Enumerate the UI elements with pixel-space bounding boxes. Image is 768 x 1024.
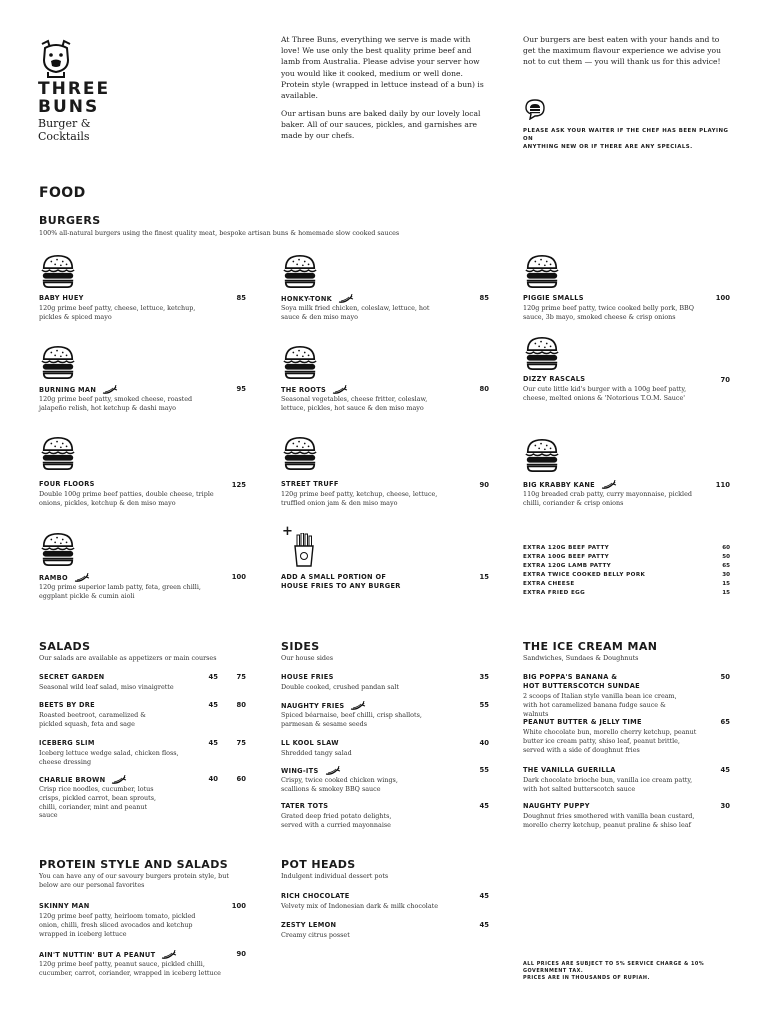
menu-item-price: 100	[231, 902, 246, 910]
menu-item-desc: Soya milk fried chicken, coleslaw, lettuce, hot sauce & den miso mayo	[281, 304, 430, 321]
menu-item-desc: 110g breaded crab patty, curry mayonnaise, pickled chilli, coriander & crisp onions	[523, 490, 692, 507]
menu-item-desc: 120g prime superior lamb patty, feta, green chilli, eggplant pickle & cumin aioli	[39, 583, 201, 600]
menu-item-price-small: 45	[208, 739, 218, 747]
burger-icon	[39, 252, 77, 290]
intro-paragraph-2: Our artisan buns are baked daily by our lovely local baker. All of our sauces, pickles, and garnishes are made by our chefs.	[281, 109, 481, 141]
menu-item-name: WING-ITS	[281, 766, 341, 776]
menu-item-price-small: 40	[208, 775, 218, 783]
menu-item-price: 55	[479, 766, 489, 774]
extra-item: EXTRA TWICE COOKED BELLY PORK 30	[523, 572, 730, 578]
menu-item-name: ZESTY LEMON	[281, 921, 337, 929]
menu-item-price: 100	[715, 294, 730, 302]
intro-paragraph-1: At Three Buns, everything we serve is made with love! We use only the best quality prime beef and lamb from Australia. Please advise your server how you would like it cooked, medium or well done. Protein style (wrapped in lettuce instead of a bun) is available.	[281, 35, 484, 101]
menu-item-desc: Seasonal vegetables, cheese fritter, coleslaw, lettuce, pickles, hot sauce & den miso mayo	[281, 395, 428, 412]
chili-spicy-icon	[74, 573, 90, 583]
menu-item-name: FOUR FLOORS	[39, 480, 95, 488]
burger-icon	[39, 530, 77, 568]
chili-spicy-icon	[111, 775, 127, 785]
menu-item-desc: Dark chocolate brioche bun, vanilla ice cream patty, with hot salted butterscotch sauce	[523, 776, 693, 793]
menu-item-desc: Seasonal wild leaf salad, miso vinaigrette	[39, 683, 174, 691]
menu-item-price: 95	[236, 385, 246, 393]
intro-paragraph-3: Our burgers are best eaten with your hands and to get the maximum flavour experience we advise you not to cut them — you will thank us for this advice!	[523, 35, 722, 67]
menu-item-name: STREET TRUFF	[281, 480, 339, 488]
menu-item-desc: 120g prime beef patty, ketchup, cheese, lettuce, truffled onion jam & den miso mayo	[281, 490, 438, 507]
menu-item-name: THE ROOTS	[281, 385, 348, 395]
menu-item-price: 45	[479, 892, 489, 900]
plus-sign: +	[282, 524, 294, 539]
chili-spicy-icon	[601, 480, 617, 490]
menu-item-name: SKINNY MAN	[39, 902, 90, 910]
burgers-subtitle: 100% all-natural burgers using the finest quality meat, bespoke artisan buns & homemade slow cooked sauces	[39, 229, 400, 237]
menu-item-name: HOUSE FRIES	[281, 673, 334, 681]
chili-spicy-icon	[338, 294, 354, 304]
menu-item-desc: 120g prime beef patty, heirloom tomato, pickled onion, chilli, fresh sliced avocados and ketchup wrapped in iceberg lettuce	[39, 912, 196, 938]
menu-item-name: TATER TOTS	[281, 802, 329, 810]
price-footnote: ALL PRICES ARE SUBJECT TO 5% SERVICE CHARGE & 10% GOVERNMENT TAX. PRICES ARE IN THOUSANDS OF RUPIAH.	[523, 961, 705, 981]
burger-icon	[39, 434, 77, 472]
menu-item-name: CHARLIE BROWN	[39, 775, 127, 785]
menu-item-desc: Doughnut fries smothered with vanilla bean custard, morello cherry ketchup, peanut praline & shiso leaf	[523, 812, 695, 829]
menu-item-desc: Roasted beetroot, caramelized & pickled squash, feta and sage	[39, 711, 146, 728]
extra-item: EXTRA FRIED EGG 15	[523, 590, 730, 596]
menu-item-name: BABY HUEY	[39, 294, 84, 302]
fries-icon	[293, 533, 315, 567]
menu-item-price: 110	[715, 481, 730, 489]
menu-item-desc: Crisp rice noodles, cucumber, lotus crisps, pickled carrot, bean sprouts, chilli, coriander, mint and peanut sauce	[39, 785, 157, 820]
menu-item-desc: 120g prime beef patty, twice cooked belly pork, BBQ sauce, 3b mayo, smoked cheese & crisp onions	[523, 304, 694, 321]
menu-item-name: AIN'T NUTTIN' BUT A PEANUT	[39, 950, 177, 960]
menu-item-price: 70	[720, 376, 730, 384]
burger-icon	[281, 343, 319, 381]
menu-item-desc: Double 100g prime beef patties, double cheese, triple onions, pickles, ketchup & den miso mayo	[39, 490, 214, 507]
burger-icon	[523, 334, 561, 372]
menu-item-name: NAUGHTY FRIES	[281, 701, 366, 711]
chili-spicy-icon	[325, 766, 341, 776]
menu-item-price-small: 45	[208, 673, 218, 681]
add-fries-label: ADD A SMALL PORTION OF HOUSE FRIES TO ANY BURGER	[281, 573, 401, 590]
burger-icon	[523, 436, 561, 474]
extra-item: EXTRA 120G LAMB PATTY 65	[523, 563, 730, 569]
menu-item-price-large: 60	[236, 775, 246, 783]
protein-heading: PROTEIN STYLE AND SALADS	[39, 858, 229, 871]
menu-item-name: SECRET GARDEN	[39, 673, 105, 681]
menu-item-price-small: 45	[208, 701, 218, 709]
salads-heading: SALADS	[39, 640, 91, 653]
menu-item-name: PIGGIE SMALLS	[523, 294, 584, 302]
extra-item: EXTRA CHEESE 15	[523, 581, 730, 587]
add-fries-price: 15	[479, 573, 489, 581]
menu-item-name: BIG KRABBY KANE	[523, 480, 617, 490]
menu-item-price: 40	[479, 739, 489, 747]
menu-item-name: PEANUT BUTTER & JELLY TIME	[523, 718, 642, 726]
menu-item-price: 125	[231, 481, 246, 489]
menu-item-price: 100	[231, 573, 246, 581]
menu-item-desc: 120g prime beef patty, peanut sauce, pickled chilli, cucumber, carrot, coriander, wrapped in iceberg lettuce	[39, 960, 221, 977]
brand-name-line1: THREE	[38, 79, 111, 99]
potheads-heading: POT HEADS	[281, 858, 356, 871]
burger-icon	[523, 252, 561, 290]
extras-list	[523, 545, 730, 605]
chili-spicy-icon	[350, 701, 366, 711]
menu-item-price-large: 75	[236, 739, 246, 747]
burger-icon	[39, 343, 77, 381]
bulldog-logo-icon	[38, 38, 74, 78]
menu-item-desc: 2 scoops of Italian style vanilla bean ice cream, with hot caramelized banana fudge sauce & walnuts	[523, 692, 677, 718]
sides-subtitle: Our house sides	[281, 654, 334, 662]
menu-item-price: 85	[236, 294, 246, 302]
menu-item-desc: Double cooked, crushed pandan salt	[281, 683, 399, 691]
protein-subtitle: You can have any of our savoury burgers protein style, but below are our personal favorites	[39, 872, 229, 889]
brand-name-line2: BUNS	[38, 97, 100, 117]
food-heading: FOOD	[39, 185, 86, 201]
menu-item-price: 35	[479, 673, 489, 681]
menu-item-name: NAUGHTY PUPPY	[523, 802, 590, 810]
menu-item-desc: Our cute little kid's burger with a 100g beef patty, cheese, melted onions & 'Notorious T.O.M. Sauce'	[523, 385, 687, 402]
menu-item-desc: Grated deep fried potato delights, served with a curried mayonnaise	[281, 812, 392, 829]
extra-item: EXTRA 120G BEEF PATTY 60	[523, 545, 730, 551]
menu-item-name: BIG POPPA'S BANANA & HOT BUTTERSCOTCH SUNDAE	[523, 673, 640, 690]
menu-item-name: BEETS BY DRE	[39, 701, 95, 709]
chili-spicy-icon	[161, 950, 177, 960]
logo	[38, 38, 118, 143]
menu-item-desc: Shredded tangy salad	[281, 749, 352, 757]
menu-item-price: 80	[479, 385, 489, 393]
menu-item-name: HONKY-TONK	[281, 294, 354, 304]
menu-item-name: RAMBO	[39, 573, 90, 583]
burger-icon	[281, 434, 319, 472]
burgers-heading: BURGERS	[39, 214, 101, 227]
salads-subtitle: Our salads are available as appetizers or main courses	[39, 654, 217, 662]
menu-item-desc: Iceberg lettuce wedge salad, chicken floss, cheese dressing	[39, 749, 179, 766]
menu-item-price-large: 80	[236, 701, 246, 709]
menu-item-desc: Spiced béarnaise, beef chilli, crisp shallots, parmesan & sesame seeds	[281, 711, 422, 728]
menu-item-price: 85	[479, 294, 489, 302]
menu-item-price: 45	[479, 802, 489, 810]
icecream-subtitle: Sandwiches, Sundaes & Doughnuts	[523, 654, 639, 662]
chat-burger-icon	[524, 98, 546, 120]
menu-item-name: BURNING MAN	[39, 385, 118, 395]
menu-item-price: 50	[720, 673, 730, 681]
menu-item-price: 55	[479, 701, 489, 709]
menu-item-price: 90	[479, 481, 489, 489]
burger-icon	[281, 252, 319, 290]
menu-item-name: LL KOOL SLAW	[281, 739, 339, 747]
brand-sub-line1: Burger &	[38, 117, 91, 130]
specials-note: PLEASE ASK YOUR WAITER IF THE CHEF HAS BEEN PLAYING ON ANYTHING NEW OR IF THERE ARE ANY SPECIALS.	[523, 128, 729, 150]
sides-heading: SIDES	[281, 640, 320, 653]
menu-item-desc: 120g prime beef patty, cheese, lettuce, ketchup, pickles & spiced mayo	[39, 304, 196, 321]
menu-item-price-large: 75	[236, 673, 246, 681]
menu-item-price: 45	[720, 766, 730, 774]
menu-item-name: RICH CHOCOLATE	[281, 892, 350, 900]
menu-item-name: THE VANILLA GUERILLA	[523, 766, 616, 774]
menu-item-price: 65	[720, 718, 730, 726]
menu-item-desc: White chocolate bun, morello cherry ketchup, peanut butter ice cream patty, shiso leaf, peanut brittle, served with a side of doughnut fries	[523, 728, 697, 754]
menu-item-name: ICEBERG SLIM	[39, 739, 95, 747]
menu-item-price: 45	[479, 921, 489, 929]
icecream-heading: THE ICE CREAM MAN	[523, 640, 658, 653]
brand-sub-line2: Cocktails	[38, 130, 90, 143]
menu-item-price: 30	[720, 802, 730, 810]
chili-spicy-icon	[102, 385, 118, 395]
menu-item-desc: Crispy, twice cooked chicken wings, scallions & smokey BBQ sauce	[281, 776, 398, 793]
chili-spicy-icon	[332, 385, 348, 395]
extra-item: EXTRA 100G BEEF PATTY 50	[523, 554, 730, 560]
potheads-subtitle: Indulgent individual dessert pots	[281, 872, 389, 880]
menu-item-desc: Creamy citrus posset	[281, 931, 350, 939]
menu-item-name: DIZZY RASCALS	[523, 375, 586, 383]
menu-item-desc: 120g prime beef patty, smoked cheese, roasted jalapeño relish, hot ketchup & dashi mayo	[39, 395, 193, 412]
menu-item-price: 90	[236, 950, 246, 958]
menu-item-desc: Velvety mix of Indonesian dark & milk chocolate	[281, 902, 439, 910]
